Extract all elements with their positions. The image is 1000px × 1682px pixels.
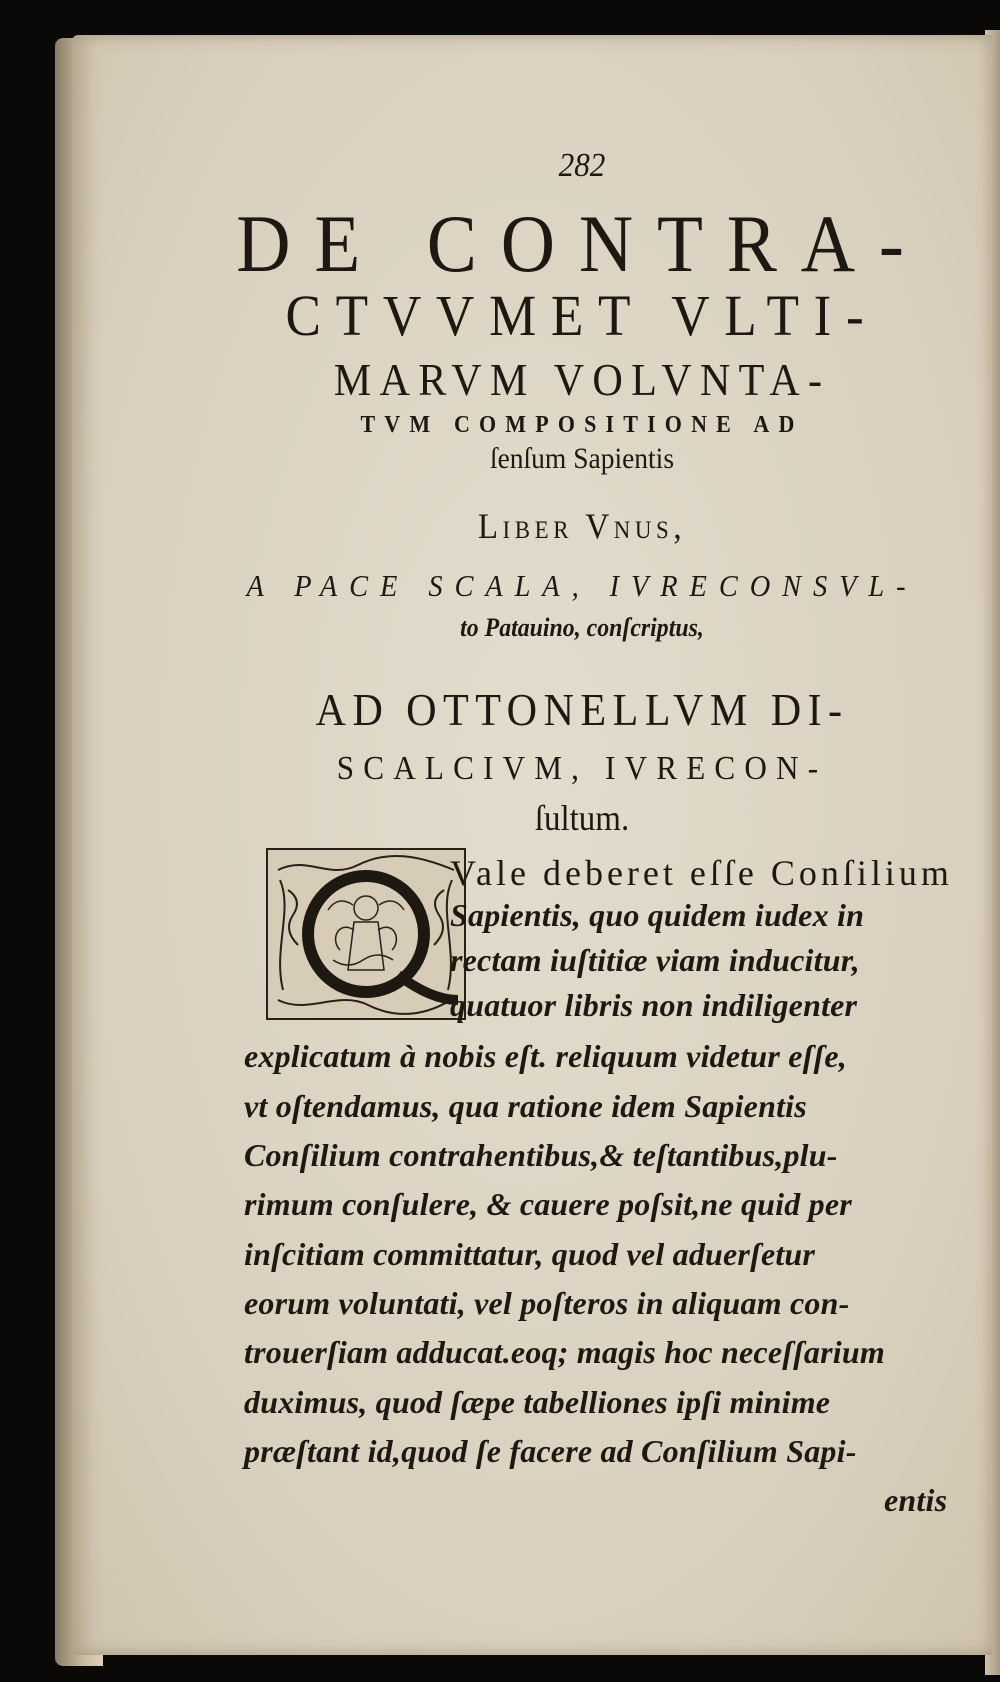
text-line-3: rectam iuſtitiæ viam inducitur, [450,942,860,978]
title-line-2: CTVVMET VLTI- [285,283,879,348]
title-line-4: TVM COMPOSITIONE AD [360,412,804,438]
text-line-5: explicatum à nobis eſt. reliquum videtur eſſe, [244,1038,847,1074]
text-line-7: Conſilium contrahentibus,& teſtantibus,plu- [244,1137,838,1173]
text-line-4: quatuor libris non indiligenter [450,987,858,1023]
text-line-8: rimum conſulere, & cauere poſsit,ne quid per [244,1186,852,1222]
dedication-line-1: AD OTTONELLVM DI- [315,684,849,735]
title-line-1: DE CONTRA- [236,198,928,289]
title-line-3: MARVM VOLVNTA- [333,354,831,405]
text-line-6: vt oſtendamus, qua ratione idem Sapientis [244,1088,807,1124]
dedication-line-3: ſultum. [534,798,630,838]
text-line-13: præſtant id,quod ſe facere ad Conſilium Sapi- [244,1433,857,1469]
text-line-11: trouerſiam adducat.eoq; magis hoc neceſſarium [244,1334,885,1370]
text-line-1: Vale deberet eſſe Conſilium [450,853,953,893]
book-page [72,35,992,1655]
catchword: entis [884,1482,948,1518]
decorated-initial-q [266,848,466,1020]
text-line-2: Sapientis, quo quidem iudex in [450,897,865,933]
page-number: 282 [558,147,606,184]
text-line-12: duximus, quod ſæpe tabelliones ipſi minime [244,1384,831,1420]
author-line-2: to Patauino, conſcriptus, [460,613,704,642]
text-line-indented-1 [450,852,960,894]
ornament-icon [268,850,464,1018]
text-line-9: inſcitiam committatur, quod vel aduerſetur [244,1236,816,1272]
title-line-5: ſenſum Sapientis [489,442,675,475]
text-line-10: eorum voluntati, vel poſteros in aliquam con- [244,1285,850,1321]
liber-heading: Liber Vnus, [477,506,687,546]
author-line-1: A PACE SCALA, IVRECONSVL- [246,568,918,603]
dedication-line-2: SCALCIVM, IVRECON- [336,750,828,787]
